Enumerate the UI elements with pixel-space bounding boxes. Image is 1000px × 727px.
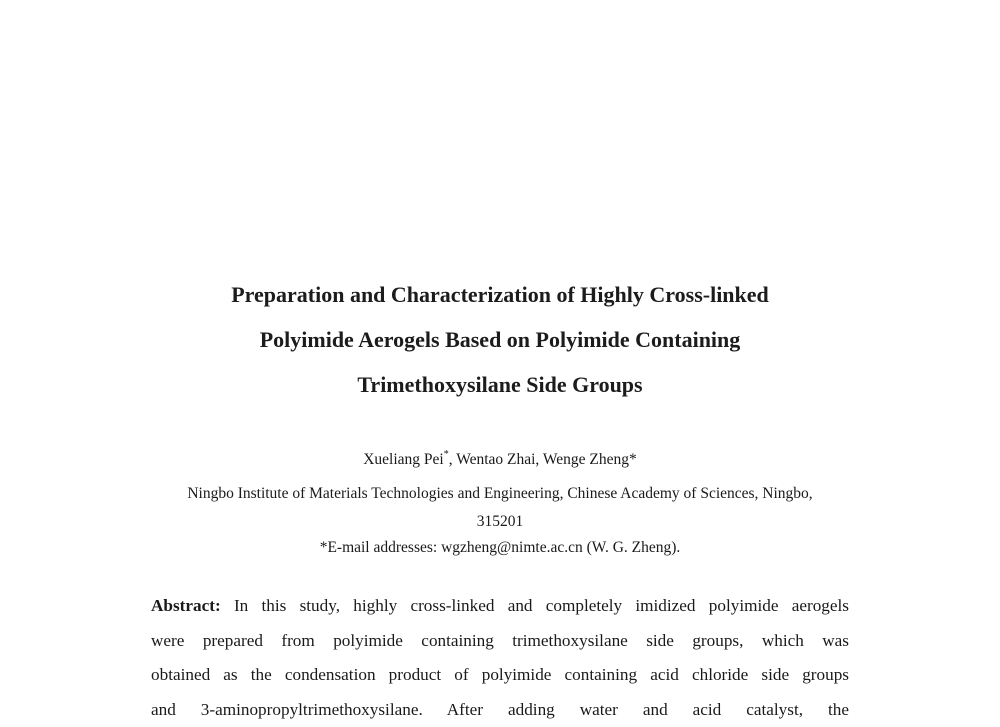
affiliation-line-1: Ningbo Institute of Materials Technologies and Engineering, Chinese Academy of Sciences, Ningbo, — [150, 480, 850, 508]
abstract-line-2: were prepared from polyimide containing trimethoxysilane side groups, which was — [151, 624, 849, 659]
contact-email: *E-mail addresses: wgzheng@nimte.ac.cn (W. G. Zheng). — [0, 537, 1000, 559]
affiliation — [150, 480, 850, 536]
abstract-label: Abstract: — [151, 596, 221, 615]
paper-title — [0, 272, 1000, 407]
corresponding-mark: * — [444, 449, 449, 460]
author-first: Xueliang Pei — [363, 451, 444, 468]
title-line-1: Preparation and Characterization of Highly Cross-linked — [0, 272, 1000, 317]
abstract-line-1 — [151, 589, 849, 624]
title-line-3: Trimethoxysilane Side Groups — [0, 362, 1000, 407]
abstract-line-1-text: In this study, highly cross-linked and completely imidized polyimide aerogels — [221, 596, 849, 615]
abstract — [151, 589, 849, 727]
affiliation-line-2: 315201 — [150, 508, 850, 536]
abstract-line-4: and 3-aminopropyltrimethoxysilane. After adding water and acid catalyst, the — [151, 693, 849, 727]
title-line-2: Polyimide Aerogels Based on Polyimide Containing — [0, 317, 1000, 362]
abstract-line-3: obtained as the condensation product of polyimide containing acid chloride side groups — [151, 658, 849, 693]
author-list — [0, 450, 1000, 470]
author-rest: , Wentao Zhai, Wenge Zheng* — [449, 451, 637, 468]
